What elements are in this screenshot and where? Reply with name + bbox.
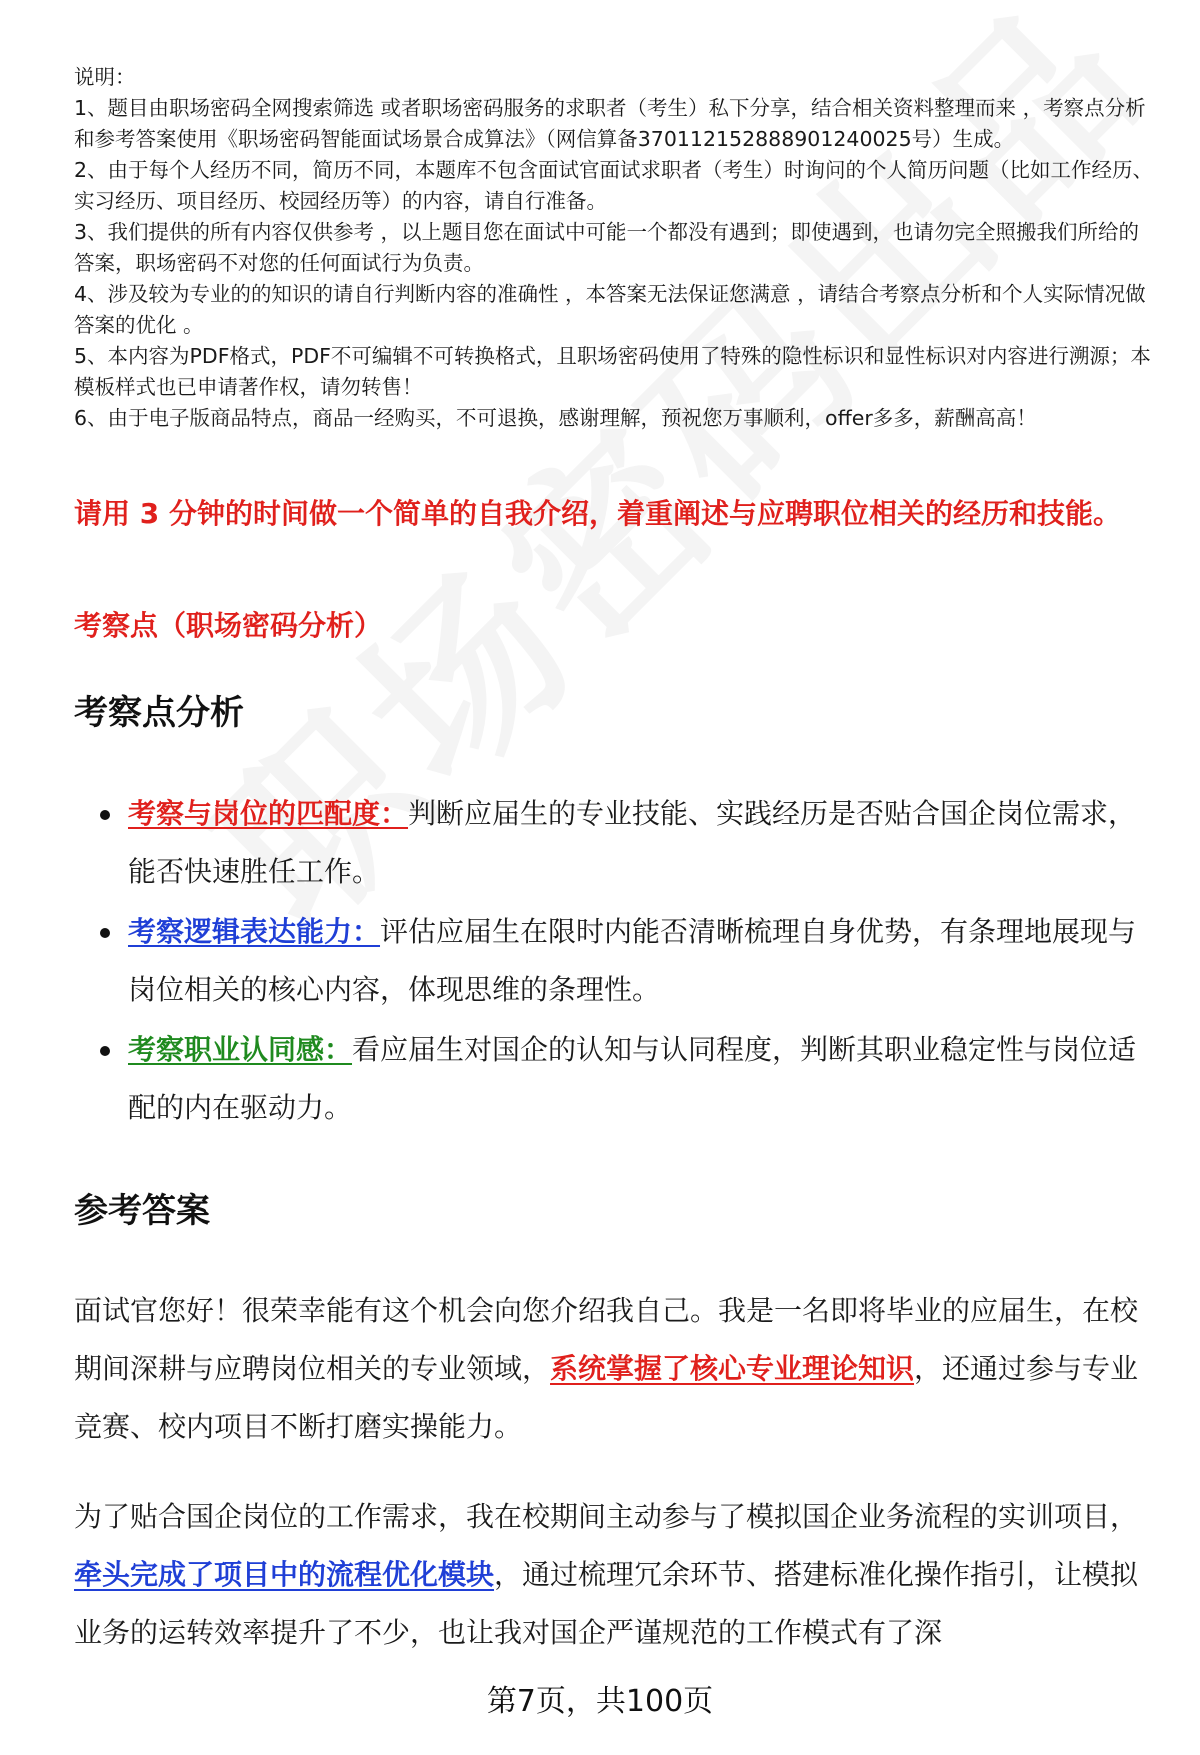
analysis-text: 评估应届生在限时内能否清晰梳理自身优势，有条理地展现与岗位相关的核心内容，体现思维的条理性。 <box>128 915 1137 1006</box>
notes-item: 6、由于电子版商品特点，商品一经购买，不可退换，感谢理解，预祝您万事顺利，offer多多，薪酬高高！ <box>74 406 1037 430</box>
answer-paragraph <box>74 1282 1154 1456</box>
bullet-icon <box>100 810 110 820</box>
notes-item: 5、本内容为PDF格式，PDF不可编辑不可转换格式，且职场密码使用了特殊的隐性标识和显性标识对内容进行溯源；本模板样式也已申请著作权，请勿转售！ <box>74 344 1151 399</box>
analysis-keyword: 考察逻辑表达能力： <box>128 915 381 948</box>
bullet-icon <box>100 928 110 938</box>
notes-block <box>74 62 1154 434</box>
list-item <box>74 903 1154 1019</box>
answer-text: 面试官您好！很荣幸能有这个机会向您介绍我自己。我是一名即将毕业的应届生，在校期间深耕与应聘岗位相关的专业领域， <box>74 1294 1139 1385</box>
analysis-text: 看应届生对国企的认知与认同程度，判断其职业稳定性与岗位适配的内在驱动力。 <box>128 1033 1137 1124</box>
analysis-keyword: 考察职业认同感： <box>128 1033 353 1066</box>
notes-item: 4、涉及较为专业的的知识的请自行判断内容的准确性 ，本答案无法保证您满意 ，请结合考察点分析和个人实际情况做答案的优化 。 <box>74 282 1146 337</box>
page-number: 第7页，共100页 <box>486 1684 714 1719</box>
answer-paragraph <box>74 1488 1154 1662</box>
answer-heading: 参考答案 <box>74 1191 210 1231</box>
notes-item: 1、题目由职场密码全网搜索筛选 或者职场密码服务的求职者（考生）私下分享，结合相关资料整理而来 ，考察点分析和参考答案使用《职场密码智能面试场景合成算法》（网信算备370112152888901240025号）生成。 <box>74 96 1146 151</box>
answer-keyword: 牵头完成了项目中的流程优化模块 <box>74 1558 495 1591</box>
bullet-icon <box>100 1046 110 1056</box>
analysis-keyword: 考察与岗位的匹配度： <box>128 797 409 830</box>
notes-heading: 说明： <box>74 65 136 89</box>
analysis-list <box>74 785 1154 1139</box>
list-item <box>74 1021 1154 1137</box>
analysis-text: 判断应届生的专业技能、实践经历是否贴合国企岗位需求，能否快速胜任工作。 <box>128 797 1137 888</box>
list-item <box>74 785 1154 901</box>
notes-item: 2、由于每个人经历不同，简历不同，本题库不包含面试官面试求职者（考生）时询问的个人简历问题（比如工作经历、实习经历、项目经历、校园经历等）的内容，请自行准备。 <box>74 158 1154 213</box>
notes-item: 3、我们提供的所有内容仅供参考 ，以上题目您在面试中可能一个都没有遇到；即使遇到，也请勿完全照搬我们所给的答案，职场密码不对您的任何面试行为负责。 <box>74 220 1140 275</box>
question-title: 请用 3 分钟的时间做一个简单的自我介绍，着重阐述与应聘职位相关的经历和技能。 <box>74 497 1121 530</box>
answer-text: 为了贴合国企岗位的工作需求，我在校期间主动参与了模拟国企业务流程的实训项目， <box>74 1500 1139 1533</box>
analysis-tag: 考察点（职场密码分析） <box>74 609 383 642</box>
answer-keyword: 系统掌握了核心专业理论知识 <box>550 1352 915 1385</box>
answer-text: ，通过梳理冗余环节、搭建标准化操作指引，让模拟业务的运转效率提升了不少，也让我对国企严谨规范的工作模式有了深 <box>74 1558 1139 1649</box>
analysis-heading: 考察点分析 <box>74 693 244 733</box>
answer-text: ，还通过参与专业竞赛、校内项目不断打磨实操能力。 <box>74 1352 1139 1443</box>
